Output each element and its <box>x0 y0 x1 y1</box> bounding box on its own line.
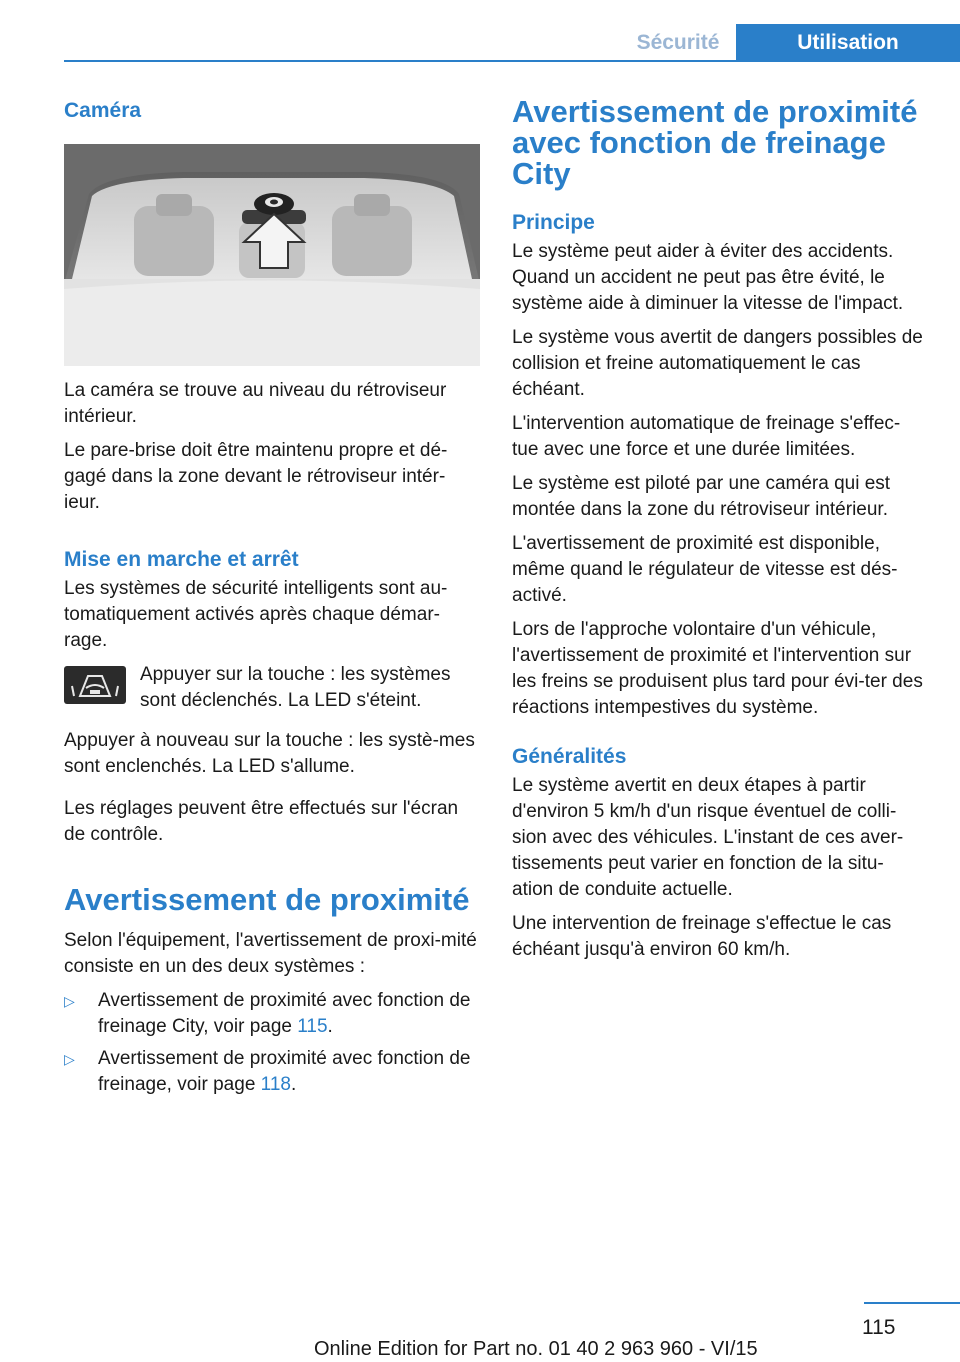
windshield-text: Le pare-brise doit être maintenu propre et dé-gagé dans la zone devant le rétroviseur intér-ieur. <box>64 440 448 513</box>
page-number: 115 <box>862 1316 896 1339</box>
system-list <box>64 988 480 1098</box>
page-link-115[interactable]: 115 <box>297 1016 328 1037</box>
onoff-text-2: Appuyer à nouveau sur la touche : les systè-mes sont enclenchés. La LED s'allume. <box>64 730 475 777</box>
camera-heading: Caméra <box>64 99 142 122</box>
proximity-text: Selon l'équipement, l'avertissement de proxi-mité consiste en un des deux systèmes : <box>64 930 477 977</box>
list-item-text: Avertissement de proximité avec fonction de freinage, voir page <box>98 1048 471 1095</box>
left-column <box>64 96 480 1104</box>
generalites-heading: Généralités <box>512 745 627 768</box>
list-item-end: . <box>327 1016 333 1037</box>
principe-text-2: Le système vous avertit de dangers possibles de collision et freine automatiquement le cas échéant. <box>512 327 923 400</box>
list-item-text: Avertissement de proximité avec fonction de freinage City, voir page <box>98 990 471 1037</box>
tab-utilisation[interactable]: Utilisation <box>736 24 960 61</box>
triangle-bullet-icon: ▷ <box>64 1051 75 1067</box>
generalites-text-2: Une intervention de freinage s'effectue le cas échéant jusqu'à environ 60 km/h. <box>512 913 892 960</box>
right-column <box>512 96 924 971</box>
principe-text-6: Lors de l'approche volontaire d'un véhicule, l'avertissement de proximité et l'intervention sur les freins se produisent plus tard pour évi-ter des réactions intempestives du système. <box>512 619 923 718</box>
proximity-heading: Avertissement de proximité <box>64 882 470 917</box>
principe-text-4: Le système est piloté par une caméra qui est montée dans la zone du rétroviseur intérieur. <box>512 473 891 520</box>
page-link-118[interactable]: 118 <box>260 1074 291 1095</box>
edition-text: Online Edition for Part no. 01 40 2 963 960 - VI/15 <box>314 1338 758 1360</box>
principe-text-5: L'avertissement de proximité est disponible, même quand le régulateur de vitesse est dés-activé. <box>512 533 898 606</box>
footer-divider <box>864 1302 960 1304</box>
onoff-heading: Mise en marche et arrêt <box>64 548 299 571</box>
button-instruction <box>64 662 480 722</box>
triangle-bullet-icon: ▷ <box>64 993 75 1009</box>
camera-location-text: La caméra se trouve au niveau du rétroviseur intérieur. <box>64 380 447 427</box>
button-text: Appuyer sur la touche : les systèmes sont déclenchés. La LED s'éteint. <box>140 664 451 711</box>
principe-text-1: Le système peut aider à éviter des accidents. Quand un accident ne peut pas être évité, le système aide à diminuer la vitesse de l'impact. <box>512 241 904 314</box>
list-item <box>64 1046 480 1098</box>
collision-warning-button-icon <box>64 666 126 704</box>
camera-photo <box>64 144 480 366</box>
list-item <box>64 988 480 1040</box>
principe-text-3: L'intervention automatique de freinage s'effec-tue avec une force et une durée limitées. <box>512 413 901 460</box>
city-braking-heading: Avertissement de proximité avec fonction de freinage City <box>512 94 918 191</box>
onoff-text-3: Les réglages peuvent être effectués sur l'écran de contrôle. <box>64 798 459 845</box>
principe-heading: Principe <box>512 211 595 234</box>
header-divider <box>64 60 960 62</box>
list-item-end: . <box>290 1074 297 1095</box>
tab-securite[interactable]: Sécurité <box>620 24 736 61</box>
generalites-text-1: Le système avertit en deux étapes à partir d'environ 5 km/h d'un risque éventuel de colli-sion avec des véhicules. L'instant de ces aver-tissements peut varier en fonction de la situ-ation de conduite actuelle. <box>512 775 904 900</box>
onoff-text-1: Les systèmes de sécurité intelligents sont au-tomatiquement activés après chaque démar-rage. <box>64 578 448 651</box>
